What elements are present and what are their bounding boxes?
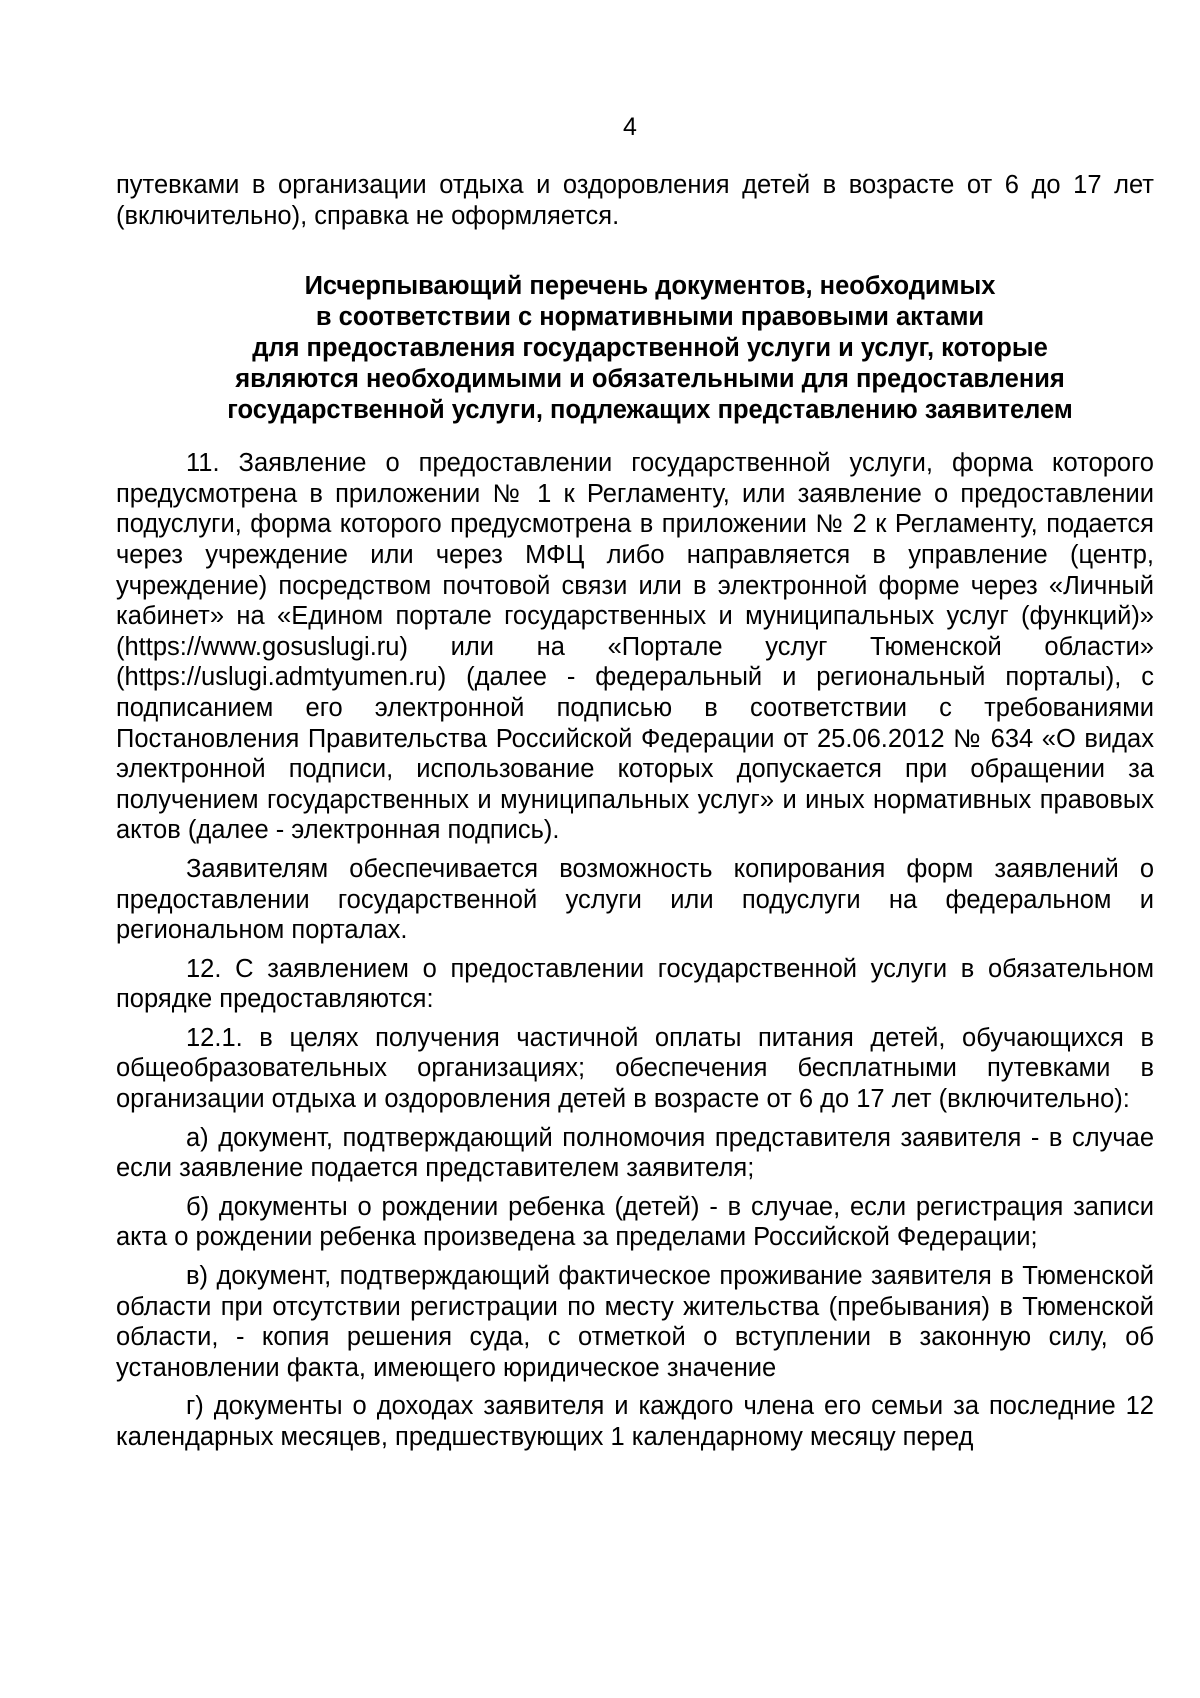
list-item-v: в) документ, подтверждающий фактическое проживание заявителя в Тюменской области при отсутствии регистрации по месту жительства (пребывания) в Тюменской области, - копия решения суда, с отметкой о вступлении в законную силу, об установлении факта, имеющего юридическое значение	[116, 1262, 1154, 1382]
document-body	[116, 170, 1154, 1453]
page-number: 4	[623, 113, 637, 141]
paragraph-11: 11. Заявление о предоставлении государственной услуги, форма которого предусмотрена в приложении № 1 к Регламенту, или заявление о предоставлении подуслуги, форма которого предусмотрена в приложении № 2 к Регламенту, подается через учреждение или через МФЦ либо направляется в управление (центр, учреждение) посредством почтовой связи или в электронной форме через «Личный кабинет» на «Едином портале государственных и муниципальных услуг (функций)» (https://www.gosuslugi.ru) или на «Портале услуг Тюменской области» (https://uslugi.admtyumen.ru) (далее - федеральный и региональный порталы), с подписанием его электронной подписью в соответствии с требованиями Постановления Правительства Российской Федерации от 25.06.2012 № 634 «О видах электронной подписи, использование которых допускается при обращении за получением государственных и муниципальных услуг» и иных нормативных правовых актов (далее - электронная подпись).	[116, 449, 1154, 845]
intro-paragraph: путевками в организации отдыха и оздоровления детей в возрасте от 6 до 17 лет (включительно), справка не оформляется.	[116, 171, 1154, 230]
list-item-b: б) документы о рождении ребенка (детей) - в случае, если регистрация записи акта о рождении ребенка произведена за пределами Российской Федерации;	[116, 1192, 1154, 1252]
list-item-g: г) документы о доходах заявителя и каждого члена его семьи за последние 12 календарных месяцев, предшествующих 1 календарному месяцу перед	[116, 1392, 1154, 1451]
heading-line: являются необходимыми и обязательными для предоставления	[235, 365, 1065, 394]
paragraph-12-1: 12.1. в целях получения частичной оплаты питания детей, обучающихся в общеобразовательных организациях; обеспечения бесплатными путевками в организации отдыха и оздоровления детей в возрасте от 6 до 17 лет (включительно):	[116, 1023, 1154, 1114]
heading-line: Исчерпывающий перечень документов, необходимых	[304, 272, 996, 301]
list-item-a: а) документ, подтверждающий полномочия представителя заявителя - в случае если заявление подается представителем заявителя;	[116, 1123, 1154, 1183]
paragraph-portals: Заявителям обеспечивается возможность копирования форм заявлений о предоставлении государственной услуги или подуслуги на федеральном и региональном порталах.	[116, 854, 1154, 945]
heading-line: для предоставления государственной услуги и услуг, которые	[252, 334, 1048, 363]
heading-line: государственной услуги, подлежащих представлению заявителем	[227, 396, 1073, 425]
section-heading	[116, 271, 1154, 426]
paragraph-12: 12. С заявлением о предоставлении государственной услуги в обязательном порядке предоставляются:	[116, 954, 1154, 1014]
heading-line: в соответствии с нормативными правовыми актами	[315, 303, 985, 332]
